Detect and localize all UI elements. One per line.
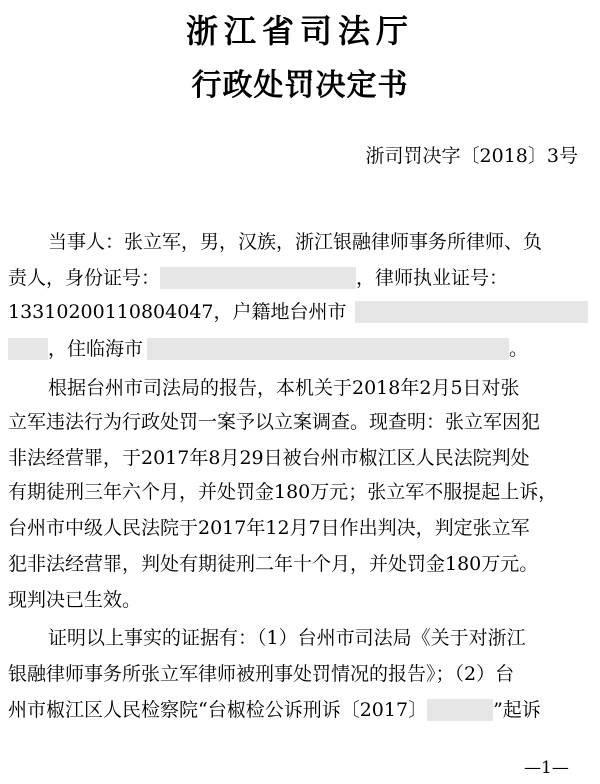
facts-line-3 [8,443,588,473]
party-text: ，律师执业证号： [356,267,509,289]
document-number: 浙司罚决字〔2018〕3号 [365,145,578,167]
facts-text: 根据台州市司法局的报告，本机关于2018年2月5日对张 [48,377,520,399]
issuing-authority: 浙江省司法厅 [185,12,414,50]
facts-line-2 [8,407,588,437]
facts-text: 现判决已生效。 [8,589,142,611]
evidence-text: 州市椒江区人民检察院“台椒检公诉刑诉〔2017〕 [8,699,428,721]
redacted-case-number [427,699,493,721]
evidence-line-1 [48,623,588,653]
page-number: —1— [524,758,569,778]
redacted-id-number [160,267,356,289]
facts-text: 非法经营罪，于2017年8月29日被台州市椒江区人民法院判处 [8,447,530,469]
facts-text: 立军违法行为行政处罚一案予以立案调查。现查明：张立军因犯 [8,411,541,433]
evidence-text: 银融律师事务所张立军律师被刑事处罚情况的报告》；（2）台 [8,663,515,685]
party-text: ，住临海市 [48,338,144,360]
facts-line-1 [48,373,588,403]
party-text: 。 [509,338,529,360]
facts-line-5 [8,513,588,543]
party-line-4 [8,334,588,364]
party-text: 13310200110804047，户籍地台州市 [8,301,347,323]
facts-line-7 [8,585,588,615]
redacted-residence-address [147,338,509,360]
evidence-line-2 [8,659,588,689]
redacted-household-address-cont [8,338,48,360]
facts-line-4 [8,477,588,507]
party-line-1 [48,227,588,257]
facts-text: 有期徒刑三年六个月，并处罚金180万元；张立军不服提起上诉， [8,481,558,503]
redacted-household-address [355,301,588,323]
evidence-text: ”起诉 [493,699,541,721]
evidence-line-3 [8,695,588,725]
party-line-2 [8,263,588,293]
party-text: 当事人：张立军，男，汉族，浙江银融律师事务所律师、负 [48,231,543,253]
facts-line-6 [8,549,588,579]
facts-text: 犯非法经营罪，判处有期徒刑二年十个月，并处罚金180万元。 [8,553,539,575]
facts-text: 台州市中级人民法院于2017年12月7日作出判决，判定张立军 [8,517,530,539]
party-text: 责人，身份证号： [8,267,161,289]
document-title: 行政处罚决定书 [191,68,409,103]
party-line-3 [8,297,588,327]
evidence-text: 证明以上事实的证据有：（1）台州市司法局《关于对浙江 [48,627,526,649]
